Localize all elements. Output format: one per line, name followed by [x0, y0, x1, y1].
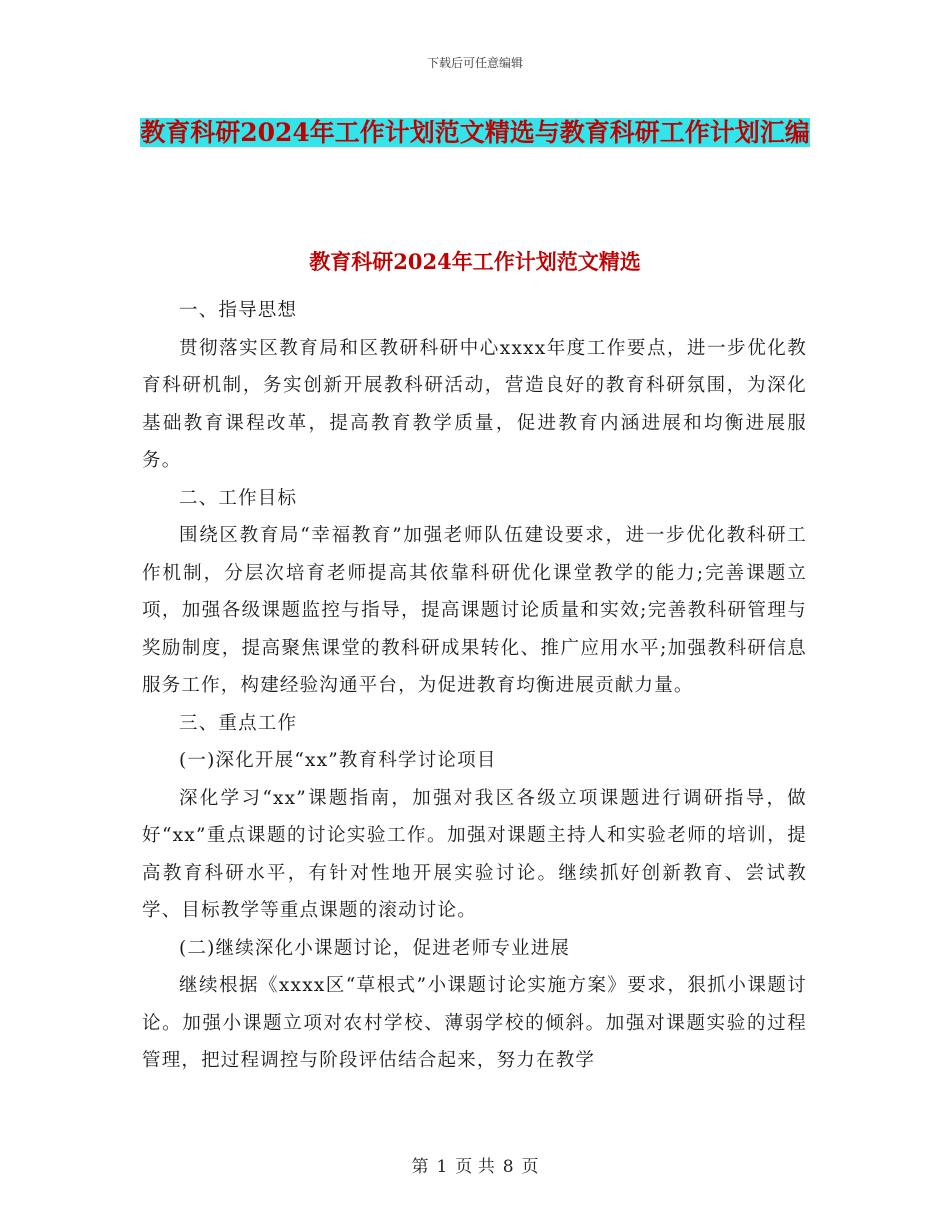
heading-key-work: 三、重点工作: [179, 712, 298, 734]
heading-guiding-ideology: 一、指导思想: [179, 300, 298, 321]
paragraph: 围绕区教育局“幸福教育”加强老师队伍建设要求，进一步优化教科研工作机制，分层次培育老师提高其依靠科研优化课堂教学的能力;完善课题立项，加强各级课题监控与指导，提高课题讨论质量和实效;完善教科研管理与奖励制度，提高聚焦课堂的教科研成果转化、推广应用水平;加强教科研信息服务工作，构建经验沟通平台，为促进教育均衡进展贡献力量。: [142, 525, 807, 696]
document-title: [140, 110, 810, 156]
page-number: 1: [436, 1157, 448, 1177]
total-pages: 8: [502, 1157, 514, 1177]
document-body: [142, 292, 807, 1080]
heading-work-goals: 二、工作目标: [179, 487, 298, 509]
paragraph: 贯彻落实区教育局和区教研科研中心xxxx年度工作要点，进一步优化教育科研机制，务实创新开展教科研活动，营造良好的教育科研氛围，为深化基础教育课程改革，提高教育教学质量，促进教育内涵进展和均衡进展服务。: [142, 337, 807, 471]
paragraph: 深化学习“xx”课题指南，加强对我区各级立项课题进行调研指导，做好“xx”重点课题的讨论实验工作。加强对课题主持人和实验老师的培训，提高教育科研水平，有针对性地开展实验讨论。继续抓好创新教育、尝试教学、目标教学等重点课题的滚动讨论。: [142, 787, 807, 921]
paragraph: 继续根据《xxxx区“草根式”小课题讨论实施方案》要求，狠抓小课题讨论。加强小课题立项对农村学校、薄弱学校的倾斜。加强对课题实验的过程管理，把过程调控与阶段评估结合起来，努力在教学: [142, 975, 807, 1071]
document-title-text: 教育科研2024年工作计划范文精选与教育科研工作计划汇编: [140, 118, 810, 147]
footer-suffix: 页: [521, 1157, 539, 1177]
header-note: 下载后可任意编辑: [426, 56, 523, 70]
section-title: 教育科研2024年工作计划范文精选: [309, 249, 641, 274]
subheading: (二)继续深化小课题讨论，促进老师专业进展: [179, 937, 571, 959]
footer-middle: 页 共: [455, 1157, 495, 1177]
footer-prefix: 第: [411, 1157, 429, 1177]
subheading: (一)深化开展“xx”教育科学讨论项目: [179, 750, 497, 771]
page-footer: [0, 1152, 950, 1177]
